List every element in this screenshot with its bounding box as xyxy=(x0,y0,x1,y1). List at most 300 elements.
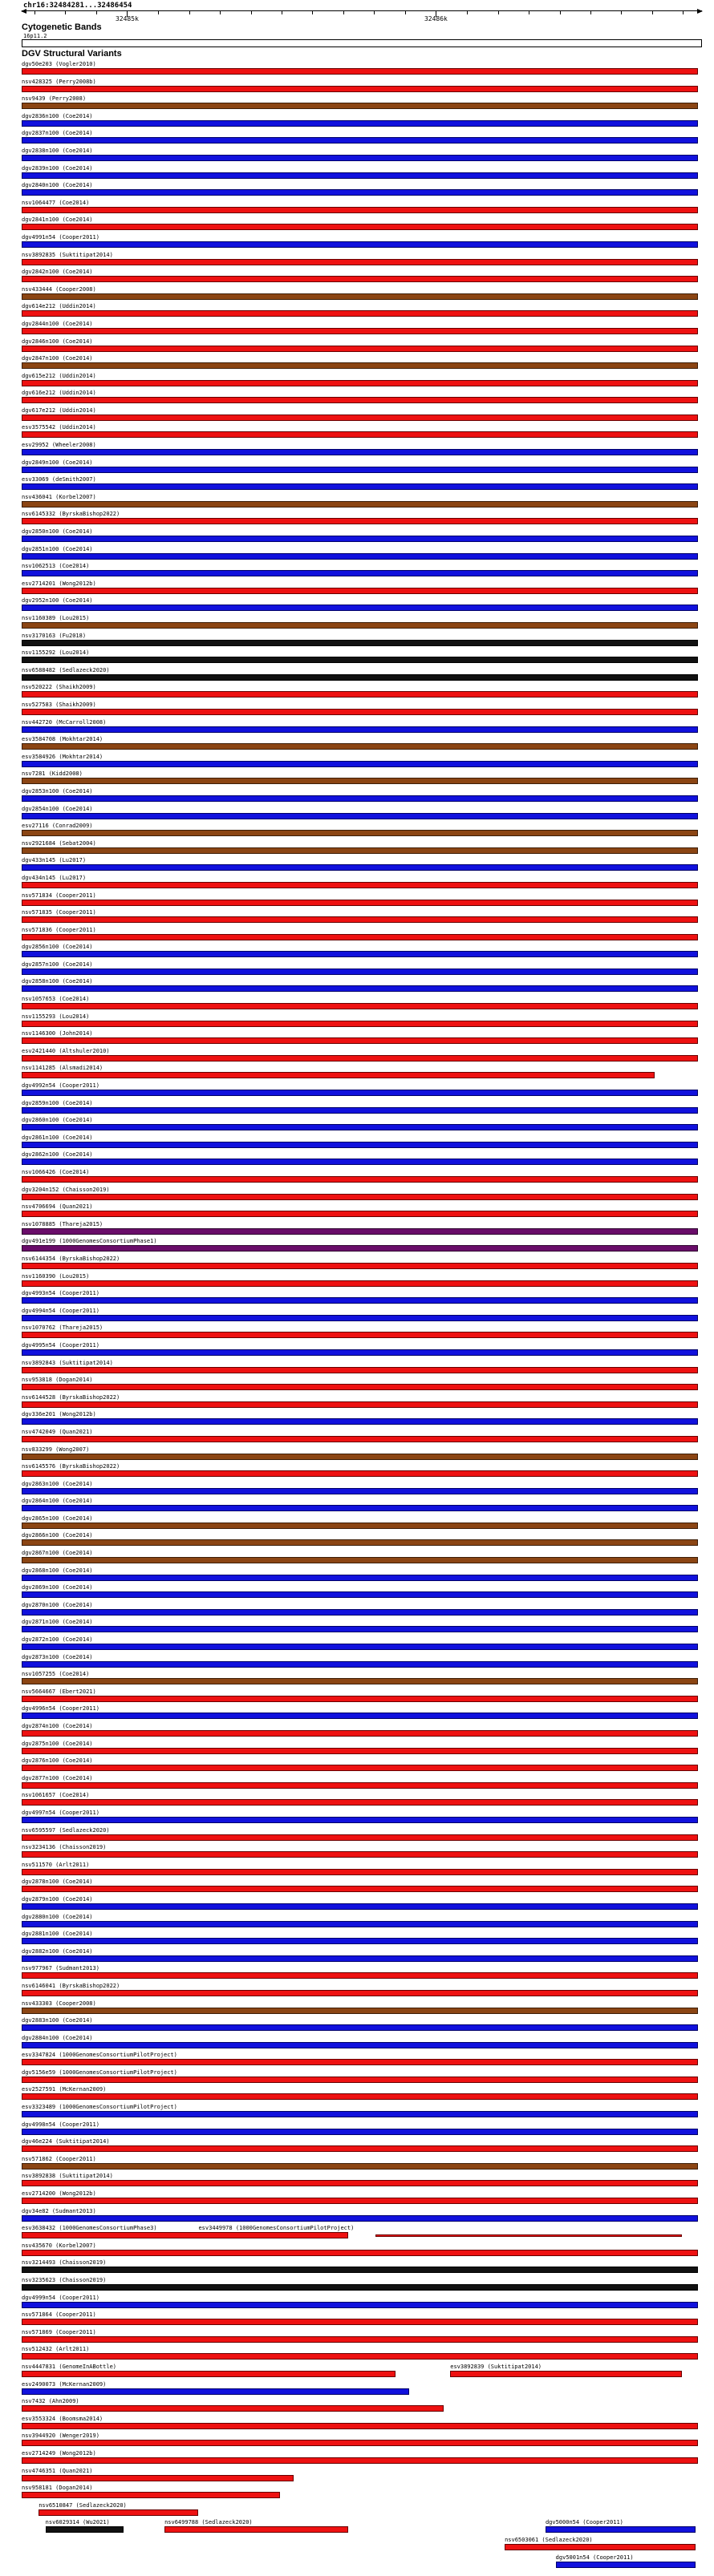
variant-bar[interactable] xyxy=(22,1782,698,1789)
variant-bar[interactable] xyxy=(22,2284,698,2291)
variant-label[interactable]: nsv571869 (Cooper2011) xyxy=(22,2328,96,2335)
variant-bar[interactable] xyxy=(22,1609,698,1616)
variant-label[interactable]: esv3584708 (Mokhtar2014) xyxy=(22,736,103,743)
variant-label[interactable]: nsv4447831 (GenomeInABottle) xyxy=(22,2363,117,2370)
variant-bar[interactable] xyxy=(22,1626,698,1632)
variant-label[interactable]: esv3892839 (Suktitipat2014) xyxy=(450,2363,542,2370)
variant-bar[interactable] xyxy=(22,1678,698,1684)
variant-label[interactable]: dgv617e212 (Uddin2014) xyxy=(22,406,96,414)
variant-label[interactable]: dgv2873n100 (Coe2014) xyxy=(22,1653,93,1660)
variant-label[interactable]: nsv435670 (Korbel2007) xyxy=(22,2242,96,2249)
variant-label[interactable]: dgv2875n100 (Coe2014) xyxy=(22,1740,93,1747)
variant-label[interactable]: dgv2857n100 (Coe2014) xyxy=(22,960,93,968)
variant-label[interactable]: nsv7432 (Ahn2009) xyxy=(22,2398,79,2405)
variant-label[interactable]: dgv4991n54 (Cooper2011) xyxy=(22,233,99,241)
variant-label[interactable]: nsv6145332 (ByrskaBishop2022) xyxy=(22,511,120,518)
variant-bar[interactable] xyxy=(22,691,698,698)
variant-label[interactable]: dgv2847n100 (Coe2014) xyxy=(22,355,93,362)
variant-bar[interactable] xyxy=(22,2353,698,2360)
variant-label[interactable]: nsv1155293 (Lou2014) xyxy=(22,1013,90,1020)
variant-bar[interactable] xyxy=(22,1851,698,1858)
variant-bar[interactable] xyxy=(22,847,698,854)
variant-label[interactable]: dgv2838n100 (Coe2014) xyxy=(22,147,93,154)
variant-bar[interactable] xyxy=(22,155,698,161)
variant-bar[interactable] xyxy=(556,2562,696,2568)
variant-bar[interactable] xyxy=(22,1817,698,1823)
variant-label[interactable]: dgv50e203 (Vogler2010) xyxy=(22,61,96,67)
variant-bar[interactable] xyxy=(22,467,698,473)
variant-label[interactable]: nsv6510847 (Sedlazeck2020) xyxy=(39,2501,127,2509)
variant-bar[interactable] xyxy=(22,2492,280,2498)
variant-bar[interactable] xyxy=(22,501,698,508)
variant-bar[interactable] xyxy=(22,1315,698,1321)
variant-bar[interactable] xyxy=(22,1159,698,1165)
variant-bar[interactable] xyxy=(505,2544,695,2550)
variant-label[interactable]: esv33069 (deSmith2007) xyxy=(22,476,96,483)
variant-label[interactable]: nsv571862 (Cooper2011) xyxy=(22,2155,96,2162)
variant-bar[interactable] xyxy=(22,2024,698,2031)
variant-label[interactable]: nsv958181 (Dogan2014) xyxy=(22,2485,93,2492)
variant-label[interactable]: esv2714201 (Wong2012b) xyxy=(22,580,96,587)
variant-bar[interactable] xyxy=(22,1938,698,1944)
variant-label[interactable]: nsv433303 (Cooper2008) xyxy=(22,2000,96,2007)
variant-bar[interactable] xyxy=(22,2042,698,2048)
variant-label[interactable]: nsv571834 (Cooper2011) xyxy=(22,892,96,899)
variant-label[interactable]: nsv571836 (Cooper2011) xyxy=(22,926,96,933)
variant-bar[interactable] xyxy=(22,1730,698,1737)
variant-bar[interactable] xyxy=(22,1332,698,1338)
variant-bar[interactable] xyxy=(164,2526,348,2533)
variant-bar[interactable] xyxy=(22,259,698,265)
variant-label[interactable]: esv3575542 (Uddin2014) xyxy=(22,424,96,431)
variant-label[interactable]: dgv2862n100 (Coe2014) xyxy=(22,1151,93,1159)
variant-label[interactable]: nsv6145576 (ByrskaBishop2022) xyxy=(22,1463,120,1470)
variant-label[interactable]: nsv3892843 (Suktitipat2014) xyxy=(22,1359,113,1366)
variant-bar[interactable] xyxy=(22,1245,698,1252)
variant-label[interactable]: esv2714249 (Wong2012b) xyxy=(22,2449,96,2457)
variant-bar[interactable] xyxy=(22,761,698,767)
variant-label[interactable]: nsv520222 (Shaikh2009) xyxy=(22,684,96,691)
variant-label[interactable]: nsv1057653 (Coe2014) xyxy=(22,996,90,1003)
variant-bar[interactable] xyxy=(22,1418,698,1425)
variant-label[interactable]: dgv434n145 (Lu2017) xyxy=(22,874,87,881)
variant-label[interactable]: nsv1057255 (Coe2014) xyxy=(22,1671,90,1678)
variant-bar[interactable] xyxy=(375,2234,682,2237)
variant-bar[interactable] xyxy=(22,1211,698,1217)
variant-label[interactable]: nsv1160390 (Lou2015) xyxy=(22,1272,90,1280)
variant-label[interactable]: nsv3235623 (Chaisson2019) xyxy=(22,2277,107,2283)
variant-bar[interactable] xyxy=(22,2093,698,2100)
variant-bar[interactable] xyxy=(22,415,698,421)
variant-label[interactable]: nsv953818 (Dogan2014) xyxy=(22,1377,93,1384)
variant-bar[interactable] xyxy=(22,1436,698,1442)
variant-bar[interactable] xyxy=(22,1713,698,1719)
variant-bar[interactable] xyxy=(22,2302,698,2308)
variant-bar[interactable] xyxy=(22,1886,698,1892)
variant-bar[interactable] xyxy=(22,1090,698,1096)
variant-bar[interactable] xyxy=(22,518,698,524)
variant-label[interactable]: dgv4993n54 (Cooper2011) xyxy=(22,1290,99,1297)
variant-label[interactable]: nsv6503061 (Sedlazeck2020) xyxy=(505,2536,593,2543)
variant-bar[interactable] xyxy=(450,2371,681,2377)
variant-bar[interactable] xyxy=(22,1194,698,1200)
variant-bar[interactable] xyxy=(22,830,698,836)
variant-row xyxy=(22,909,702,927)
variant-label[interactable]: dgv5001n54 (Cooper2011) xyxy=(555,2554,634,2561)
variant-bar[interactable] xyxy=(22,2008,698,2014)
variant-bar[interactable] xyxy=(22,2319,698,2325)
variant-bar[interactable] xyxy=(22,1869,698,1875)
variant-label[interactable]: esv2714200 (Wong2012b) xyxy=(22,2190,96,2198)
variant-label[interactable]: dgv2856n100 (Coe2014) xyxy=(22,944,93,951)
variant-bar[interactable] xyxy=(22,2077,698,2083)
variant-bar[interactable] xyxy=(22,1505,698,1511)
variant-bar[interactable] xyxy=(22,1696,698,1702)
variant-label[interactable]: nsv6588482 (Sedlazeck2020) xyxy=(22,666,110,673)
variant-label[interactable]: dgv2842n100 (Coe2014) xyxy=(22,269,93,276)
variant-label[interactable]: dgv2869n100 (Coe2014) xyxy=(22,1584,93,1591)
variant-bar[interactable] xyxy=(22,536,698,542)
variant-label[interactable]: dgv2868n100 (Coe2014) xyxy=(22,1567,93,1574)
variant-bar[interactable] xyxy=(22,2163,698,2170)
variant-bar[interactable] xyxy=(22,276,698,282)
variant-bar[interactable] xyxy=(22,1921,698,1927)
variant-label[interactable]: nsv3214493 (Chaisson2019) xyxy=(22,2259,107,2267)
variant-label[interactable]: dgv2883n100 (Coe2014) xyxy=(22,2017,93,2024)
variant-label[interactable]: nsv1070762 (Thareja2015) xyxy=(22,1324,103,1332)
variant-bar[interactable] xyxy=(22,1003,698,1009)
variant-bar[interactable] xyxy=(22,1107,698,1114)
variant-label[interactable]: dgv2877n100 (Coe2014) xyxy=(22,1774,93,1781)
variant-bar[interactable] xyxy=(22,2457,698,2464)
variant-bar[interactable] xyxy=(22,1124,698,1130)
variant-bar[interactable] xyxy=(22,2405,444,2412)
variant-bar[interactable] xyxy=(22,2215,698,2222)
variant-label[interactable]: nsv1160389 (Lou2015) xyxy=(22,615,90,621)
variant-bar[interactable] xyxy=(22,916,698,923)
variant-label[interactable]: nsv6144354 (ByrskaBishop2022) xyxy=(22,1255,120,1262)
variant-label[interactable]: dgv2884n100 (Coe2014) xyxy=(22,2034,93,2041)
variant-bar[interactable] xyxy=(22,1575,698,1581)
variant-bar[interactable] xyxy=(22,1037,698,1044)
variant-label[interactable]: dgv433n145 (Lu2017) xyxy=(22,857,87,864)
variant-bar[interactable] xyxy=(22,1072,655,1078)
variant-bar[interactable] xyxy=(46,2526,124,2533)
variant-label[interactable]: nsv1146300 (John2014) xyxy=(22,1030,93,1037)
variant-label[interactable]: nsv4742049 (Quan2021) xyxy=(22,1428,93,1435)
variant-label[interactable]: dgv4999n54 (Cooper2011) xyxy=(22,2294,99,2301)
variant-bar[interactable] xyxy=(22,1990,698,1996)
variant-label[interactable]: nsv3170163 (Fu2018) xyxy=(22,632,87,639)
variant-label[interactable]: nsv433444 (Cooper2008) xyxy=(22,285,96,293)
variant-label[interactable]: nsv1062513 (Coe2014) xyxy=(22,563,90,570)
variant-bar[interactable] xyxy=(22,882,698,888)
variant-bar[interactable] xyxy=(22,709,698,715)
variant-label[interactable]: dgv2881n100 (Coe2014) xyxy=(22,1931,93,1938)
variant-label[interactable]: nsv1078885 (Thareja2015) xyxy=(22,1220,103,1227)
variant-bar[interactable] xyxy=(22,449,698,455)
variant-label[interactable]: dgv4998n54 (Cooper2011) xyxy=(22,2121,99,2128)
variant-label[interactable]: nsv6499788 (Sedlazeck2020) xyxy=(164,2519,253,2526)
variant-bar[interactable] xyxy=(22,778,698,784)
variant-bar[interactable] xyxy=(22,605,698,611)
variant-bar[interactable] xyxy=(22,1055,698,1062)
variant-bar[interactable] xyxy=(22,900,698,906)
variant-bar[interactable] xyxy=(22,2267,698,2273)
variant-bar[interactable] xyxy=(22,951,698,957)
variant-label[interactable]: nsv3892835 (Suktitipat2014) xyxy=(22,251,113,258)
variant-bar[interactable] xyxy=(39,2509,198,2516)
variant-label[interactable]: nsv1064477 (Coe2014) xyxy=(22,199,90,206)
variant-label[interactable]: dgv2849n100 (Coe2014) xyxy=(22,459,93,466)
variant-bar[interactable] xyxy=(22,813,698,819)
variant-bar[interactable] xyxy=(22,588,698,594)
variant-label[interactable]: dgv2952n100 (Coe2014) xyxy=(22,597,93,605)
variant-label[interactable]: nsv571864 (Cooper2011) xyxy=(22,2311,96,2319)
variant-bar[interactable] xyxy=(22,1903,698,1910)
variant-label[interactable]: nsv1155292 (Lou2014) xyxy=(22,649,90,657)
variant-label[interactable]: nsv436041 (Korbel2007) xyxy=(22,493,96,500)
variant-bar[interactable] xyxy=(22,1228,698,1235)
variant-label[interactable]: nsv977967 (Sudmant2013) xyxy=(22,1965,99,1972)
variant-bar[interactable] xyxy=(22,2145,698,2152)
variant-bar[interactable] xyxy=(22,1176,698,1183)
variant-row xyxy=(22,113,702,131)
variant-bar[interactable] xyxy=(22,86,698,92)
variant-label[interactable]: dgv2866n100 (Coe2014) xyxy=(22,1532,93,1539)
variant-label[interactable]: dgv46e224 (Suktitipat2014) xyxy=(22,2138,110,2145)
variant-label[interactable]: dgv2860n100 (Coe2014) xyxy=(22,1117,93,1124)
variant-label[interactable]: dgv491e199 (1000GenomesConsortiumPhase1) xyxy=(22,1238,157,1245)
variant-bar[interactable] xyxy=(22,103,698,109)
variant-bar[interactable] xyxy=(22,1661,698,1668)
variant-bar[interactable] xyxy=(22,1384,698,1390)
variant-label[interactable]: dgv2858n100 (Coe2014) xyxy=(22,978,93,985)
variant-bar[interactable] xyxy=(22,2475,294,2481)
variant-label[interactable]: nsv1066426 (Coe2014) xyxy=(22,1169,90,1175)
variant-bar[interactable] xyxy=(22,657,698,663)
variant-label[interactable]: dgv4996n54 (Cooper2011) xyxy=(22,1705,99,1713)
variant-bar[interactable] xyxy=(22,1799,698,1806)
variant-bar[interactable] xyxy=(22,795,698,802)
variant-label[interactable]: nsv5664667 (Ebert2021) xyxy=(22,1688,96,1695)
variant-label[interactable]: esv29952 (Wheeler2008) xyxy=(22,442,96,449)
variant-label[interactable]: dgv2840n100 (Coe2014) xyxy=(22,182,93,189)
variant-label[interactable]: nsv6146041 (ByrskaBishop2022) xyxy=(22,1982,120,1989)
variant-bar[interactable] xyxy=(22,969,698,975)
variant-label[interactable]: dgv616e212 (Uddin2014) xyxy=(22,390,96,397)
variant-label[interactable]: nsv1141285 (Alsmadi2014) xyxy=(22,1065,103,1072)
variant-bar[interactable] xyxy=(22,726,698,733)
variant-label[interactable]: nsv428325 (Perry2008b) xyxy=(22,78,96,85)
variant-bar[interactable] xyxy=(22,2129,698,2135)
variant-bar[interactable] xyxy=(22,934,698,940)
variant-bar[interactable] xyxy=(22,1765,698,1771)
variant-label[interactable]: dgv2874n100 (Coe2014) xyxy=(22,1723,93,1729)
variant-bar[interactable] xyxy=(22,120,698,127)
variant-bar[interactable] xyxy=(22,2423,698,2429)
variant-bar[interactable] xyxy=(22,1834,698,1841)
variant-label[interactable]: nsv3944920 (Wenger2019) xyxy=(22,2432,99,2440)
variant-bar[interactable] xyxy=(546,2526,696,2533)
variant-label[interactable]: dgv2844n100 (Coe2014) xyxy=(22,320,93,327)
variant-bar[interactable] xyxy=(22,380,698,386)
variant-label[interactable]: dgv5156e59 (1000GenomesConsortiumPilotProject) xyxy=(22,2068,177,2076)
variant-bar[interactable] xyxy=(22,397,698,403)
variant-bar[interactable] xyxy=(22,2250,698,2256)
variant-bar[interactable] xyxy=(22,346,698,352)
variant-bar[interactable] xyxy=(22,1644,698,1650)
variant-bar[interactable] xyxy=(22,1367,698,1373)
variant-bar[interactable] xyxy=(22,1539,698,1546)
variant-bar[interactable] xyxy=(22,362,698,369)
variant-label[interactable]: esv3638432 (1000GenomesConsortiumPhase3) xyxy=(22,2225,157,2232)
variant-label[interactable]: nsv1061657 (Coe2014) xyxy=(22,1792,90,1799)
variant-label[interactable]: nsv7281 (Kidd2008) xyxy=(22,770,83,778)
variant-label[interactable]: dgv2865n100 (Coe2014) xyxy=(22,1514,93,1522)
variant-label[interactable]: dgv614e212 (Uddin2014) xyxy=(22,303,96,310)
variant-label[interactable]: dgv4994n54 (Cooper2011) xyxy=(22,1307,99,1314)
variant-label[interactable]: dgv2853n100 (Coe2014) xyxy=(22,787,93,795)
variant-label[interactable]: nsv6029314 (Wu2021) xyxy=(45,2519,110,2526)
variant-label[interactable]: nsv4746351 (Quan2021) xyxy=(22,2467,93,2474)
variant-bar[interactable] xyxy=(22,553,698,560)
variant-label[interactable]: dgv2851n100 (Coe2014) xyxy=(22,545,93,552)
variant-bar[interactable] xyxy=(22,68,698,75)
variant-bar[interactable] xyxy=(22,2371,396,2377)
variant-label[interactable]: esv2527591 (McKernan2009) xyxy=(22,2086,107,2093)
variant-label[interactable]: esv3323489 (1000GenomesConsortiumPilotProject) xyxy=(22,2104,177,2111)
variant-bar[interactable] xyxy=(22,1401,698,1408)
variant-label[interactable]: dgv2850n100 (Coe2014) xyxy=(22,528,93,536)
variant-bar[interactable] xyxy=(22,2388,409,2395)
variant-label[interactable]: esv3584926 (Mokhtar2014) xyxy=(22,753,103,760)
variant-bar[interactable] xyxy=(22,1523,698,1529)
variant-bar[interactable] xyxy=(22,1280,698,1287)
variant-label[interactable]: nsv833299 (Wong2007) xyxy=(22,1446,90,1453)
variant-label[interactable]: dgv2876n100 (Coe2014) xyxy=(22,1757,93,1765)
variant-label[interactable]: dgv2841n100 (Coe2014) xyxy=(22,216,93,224)
variant-label[interactable]: dgv4997n54 (Cooper2011) xyxy=(22,1809,99,1816)
variant-label[interactable]: nsv3234136 (Chaisson2019) xyxy=(22,1844,107,1851)
variant-label[interactable]: nsv511570 (Arlt2011) xyxy=(22,1861,90,1868)
variant-label[interactable]: dgv3204n152 (Chaisson2019) xyxy=(22,1186,110,1193)
variant-label[interactable]: dgv2878n100 (Coe2014) xyxy=(22,1878,93,1886)
variant-label[interactable]: dgv2854n100 (Coe2014) xyxy=(22,805,93,812)
variant-label[interactable]: nsv2921684 (Sebat2004) xyxy=(22,839,96,847)
variant-label[interactable]: dgv2867n100 (Coe2014) xyxy=(22,1550,93,1557)
variant-bar[interactable] xyxy=(22,640,698,646)
variant-label[interactable]: dgv2882n100 (Coe2014) xyxy=(22,1947,93,1955)
variant-bar[interactable] xyxy=(22,2111,698,2117)
variant-label[interactable]: nsv442720 (McCarroll2008) xyxy=(22,718,107,726)
variant-bar[interactable] xyxy=(22,2059,698,2065)
variant-bar[interactable] xyxy=(22,137,698,144)
variant-bar[interactable] xyxy=(22,674,698,681)
variant-label[interactable]: nsv3892838 (Suktitipat2014) xyxy=(22,2173,113,2180)
variant-label[interactable]: nsv6595597 (Sedlazeck2020) xyxy=(22,1826,110,1834)
variant-label[interactable]: esv3347824 (1000GenomesConsortiumPilotProject) xyxy=(22,2052,177,2059)
variant-label[interactable]: dgv2837n100 (Coe2014) xyxy=(22,130,93,137)
variant-bar[interactable] xyxy=(22,224,698,230)
variant-bar[interactable] xyxy=(22,622,698,629)
variant-label[interactable]: dgv5000n54 (Cooper2011) xyxy=(545,2519,623,2526)
variant-bar[interactable] xyxy=(22,2232,348,2238)
variant-label[interactable]: nsv9439 (Perry2008) xyxy=(22,95,87,103)
variant-bar[interactable] xyxy=(22,431,698,438)
variant-bar[interactable] xyxy=(22,189,698,196)
variant-bar[interactable] xyxy=(22,1454,698,1460)
variant-label[interactable]: dgv2859n100 (Coe2014) xyxy=(22,1099,93,1106)
variant-bar[interactable] xyxy=(22,1470,698,1477)
variant-bar[interactable] xyxy=(22,293,698,300)
variant-bar[interactable] xyxy=(22,1297,698,1304)
variant-bar[interactable] xyxy=(22,2336,698,2343)
variant-label[interactable]: dgv2870n100 (Coe2014) xyxy=(22,1601,93,1608)
variant-bar[interactable] xyxy=(22,1748,698,1754)
variant-bar[interactable] xyxy=(22,1591,698,1598)
variant-label[interactable]: dgv2864n100 (Coe2014) xyxy=(22,1498,93,1505)
variant-bar[interactable] xyxy=(22,2198,698,2204)
variant-label[interactable]: nsv512432 (Arlt2011) xyxy=(22,2346,90,2353)
variant-label[interactable]: dgv34e82 (Sudmant2013) xyxy=(22,2207,96,2214)
variant-bar[interactable] xyxy=(22,985,698,992)
variant-bar[interactable] xyxy=(22,864,698,871)
variant-label[interactable]: dgv2872n100 (Coe2014) xyxy=(22,1636,93,1644)
variant-label[interactable]: dgv4995n54 (Cooper2011) xyxy=(22,1341,99,1349)
variant-bar[interactable] xyxy=(22,172,698,179)
variant-bar[interactable] xyxy=(22,1142,698,1148)
variant-bar[interactable] xyxy=(22,241,698,248)
variant-bar[interactable] xyxy=(22,328,698,334)
variant-label[interactable]: dgv4992n54 (Cooper2011) xyxy=(22,1082,99,1090)
variant-label[interactable]: esv27116 (Conrad2009) xyxy=(22,823,93,830)
variant-bar[interactable] xyxy=(22,743,698,750)
variant-bar[interactable] xyxy=(22,1488,698,1494)
variant-label[interactable]: esv3553324 (Boomsma2014) xyxy=(22,2415,103,2422)
variant-label[interactable]: esv2490073 (McKernan2009) xyxy=(22,2380,107,2388)
variant-label[interactable]: dgv2839n100 (Coe2014) xyxy=(22,164,93,172)
variant-label[interactable]: esv3449978 (1000GenomesConsortiumPilotProject) xyxy=(198,2225,355,2232)
variant-bar[interactable] xyxy=(22,2180,698,2186)
variant-label[interactable]: dgv2846n100 (Coe2014) xyxy=(22,338,93,345)
variant-label[interactable]: nsv4706694 (Quan2021) xyxy=(22,1203,93,1211)
variant-label[interactable]: dgv2836n100 (Coe2014) xyxy=(22,112,93,119)
variant-bar[interactable] xyxy=(22,1955,698,1962)
variant-label[interactable]: dgv615e212 (Uddin2014) xyxy=(22,372,96,379)
variant-bar[interactable] xyxy=(22,1557,698,1563)
variant-label[interactable]: nsv527583 (Shaikh2009) xyxy=(22,701,96,708)
variant-bar[interactable] xyxy=(22,2440,698,2446)
variant-bar[interactable] xyxy=(22,1021,698,1027)
variant-bar[interactable] xyxy=(22,570,698,576)
variant-bar[interactable] xyxy=(22,483,698,490)
variant-bar[interactable] xyxy=(22,1972,698,1979)
variant-bar[interactable] xyxy=(22,310,698,317)
variant-label[interactable]: dgv2871n100 (Coe2014) xyxy=(22,1619,93,1626)
variant-label[interactable]: dgv336e201 (Wong2012b) xyxy=(22,1411,96,1418)
variant-label[interactable]: dgv2879n100 (Coe2014) xyxy=(22,1895,93,1903)
variant-label[interactable]: nsv571835 (Cooper2011) xyxy=(22,909,96,916)
variant-bar[interactable] xyxy=(22,1263,698,1269)
variant-label[interactable]: nsv6144528 (ByrskaBishop2022) xyxy=(22,1393,120,1401)
variant-bar[interactable] xyxy=(22,207,698,213)
variant-label[interactable]: dgv2861n100 (Coe2014) xyxy=(22,1134,93,1141)
variant-bar[interactable] xyxy=(22,1349,698,1356)
variant-label[interactable]: dgv2880n100 (Coe2014) xyxy=(22,1913,93,1920)
variant-label[interactable]: dgv2863n100 (Coe2014) xyxy=(22,1480,93,1487)
variant-label[interactable]: esv2421440 (Altshuler2010) xyxy=(22,1047,110,1054)
